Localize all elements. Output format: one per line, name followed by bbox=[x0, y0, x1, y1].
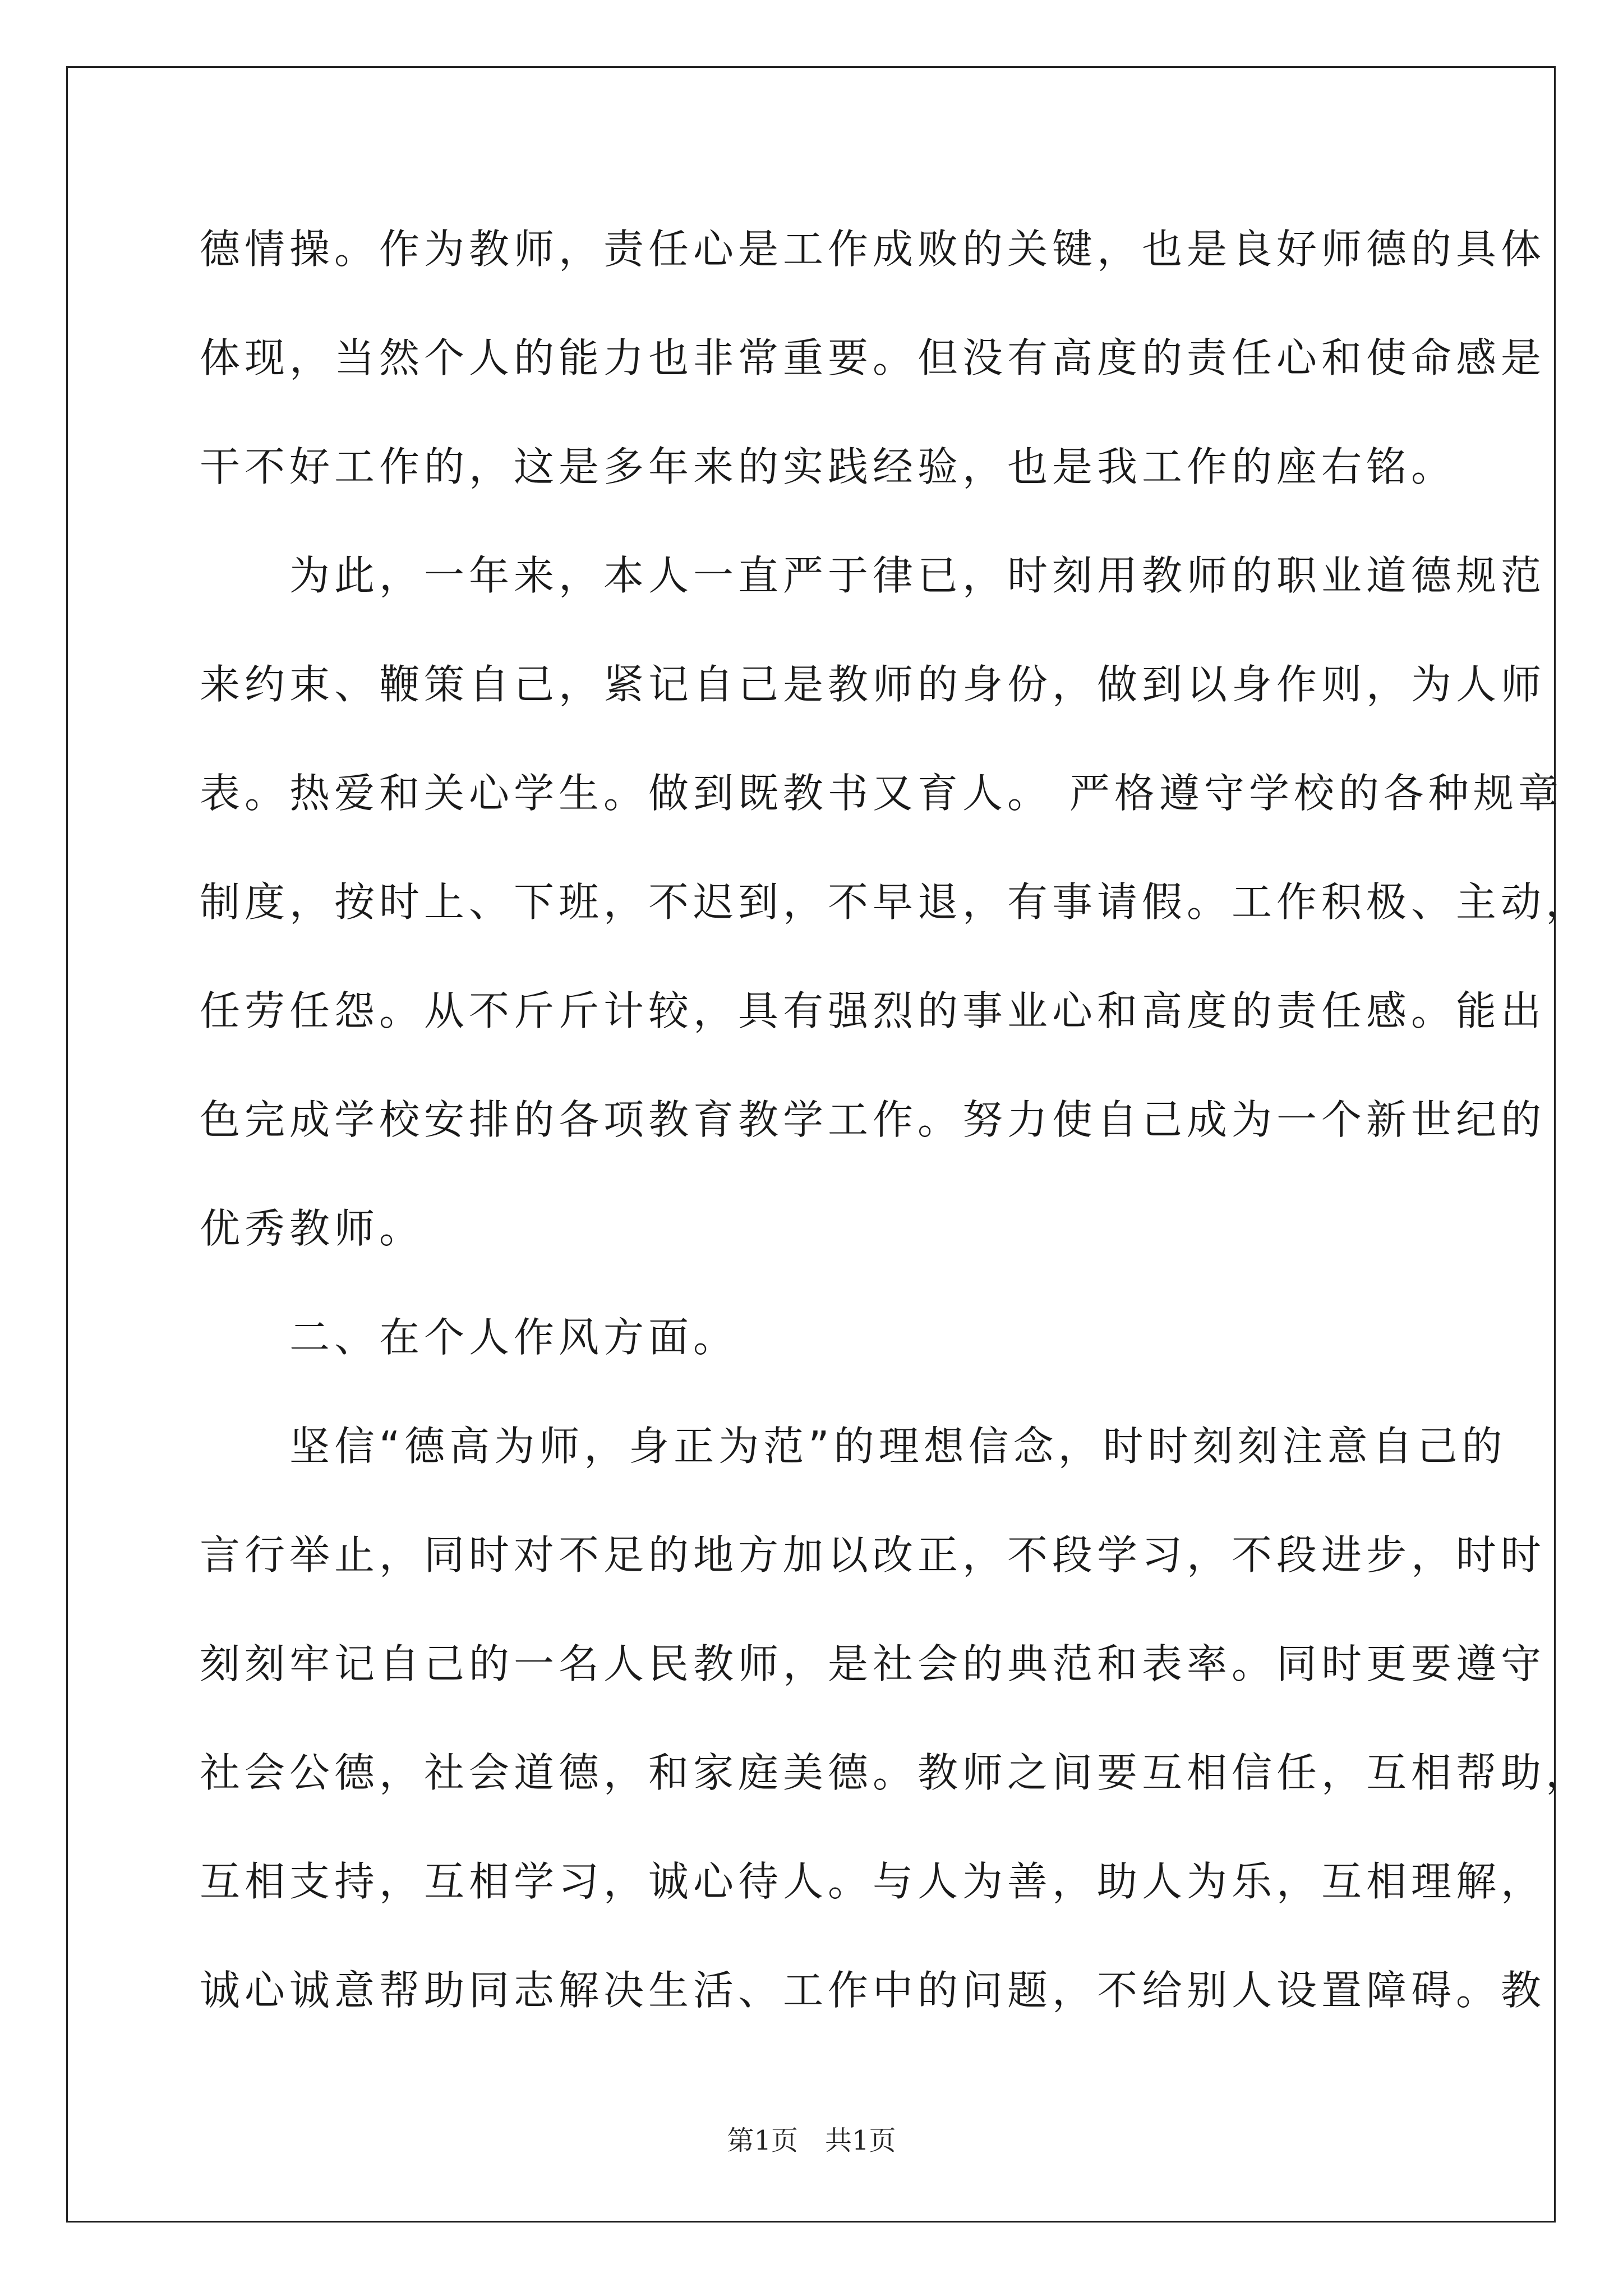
text-line: 诚心诚意帮助同志解决生活、工作中的问题，不给别人设置障碍。教 bbox=[200, 1967, 1546, 2014]
text-line: 表。热爱和关心学生。做到既教书又育人。 严格遵守学校的各种规章 bbox=[200, 770, 1563, 817]
text-line: 德情操。作为教师，责任心是工作成败的关键，也是良好师德的具体 bbox=[200, 226, 1546, 273]
text-line: 优秀教师。 bbox=[200, 1205, 425, 1252]
text-line: 坚信“德高为师，身正为范”的理想信念，时时刻刻注意自己的 bbox=[200, 1423, 1507, 1470]
page-number-footer: 第1页 共1页 bbox=[727, 2125, 896, 2156]
section-heading: 二、在个人作风方面。 bbox=[200, 1314, 739, 1361]
text-line: 言行举止，同时对不足的地方加以改正，不段学习，不段进步，时时 bbox=[200, 1531, 1546, 1579]
text-line: 刻刻牢记自己的一名人民教师，是社会的典范和表率。同时更要遵守 bbox=[200, 1640, 1546, 1687]
text-line: 社会公德，社会道德，和家庭美德。教师之间要互相信任，互相帮助， bbox=[200, 1749, 1591, 1796]
text-line: 来约束、鞭策自己，紧记自己是教师的身份，做到以身作则，为人师 bbox=[200, 661, 1546, 708]
text-line: 为此，一年来，本人一直严于律已，时刻用教师的职业道德规范 bbox=[200, 552, 1546, 599]
text-line: 体现，当然个人的能力也非常重要。但没有高度的责任心和使命感是 bbox=[200, 334, 1546, 381]
text-line: 制度，按时上、下班，不迟到，不早退，有事请假。工作积极、主动， bbox=[200, 878, 1591, 926]
text-line: 互相支持，互相学习，诚心待人。与人为善，助人为乐，互相理解， bbox=[200, 1858, 1546, 1905]
text-line: 干不好工作的，这是多年来的实践经验，也是我工作的座右铭。 bbox=[200, 443, 1456, 490]
text-line: 任劳任怨。从不斤斤计较，具有强烈的事业心和高度的责任感。能出 bbox=[200, 987, 1546, 1034]
text-line: 色完成学校安排的各项教育教学工作。努力使自己成为一个新世纪的 bbox=[200, 1096, 1546, 1143]
